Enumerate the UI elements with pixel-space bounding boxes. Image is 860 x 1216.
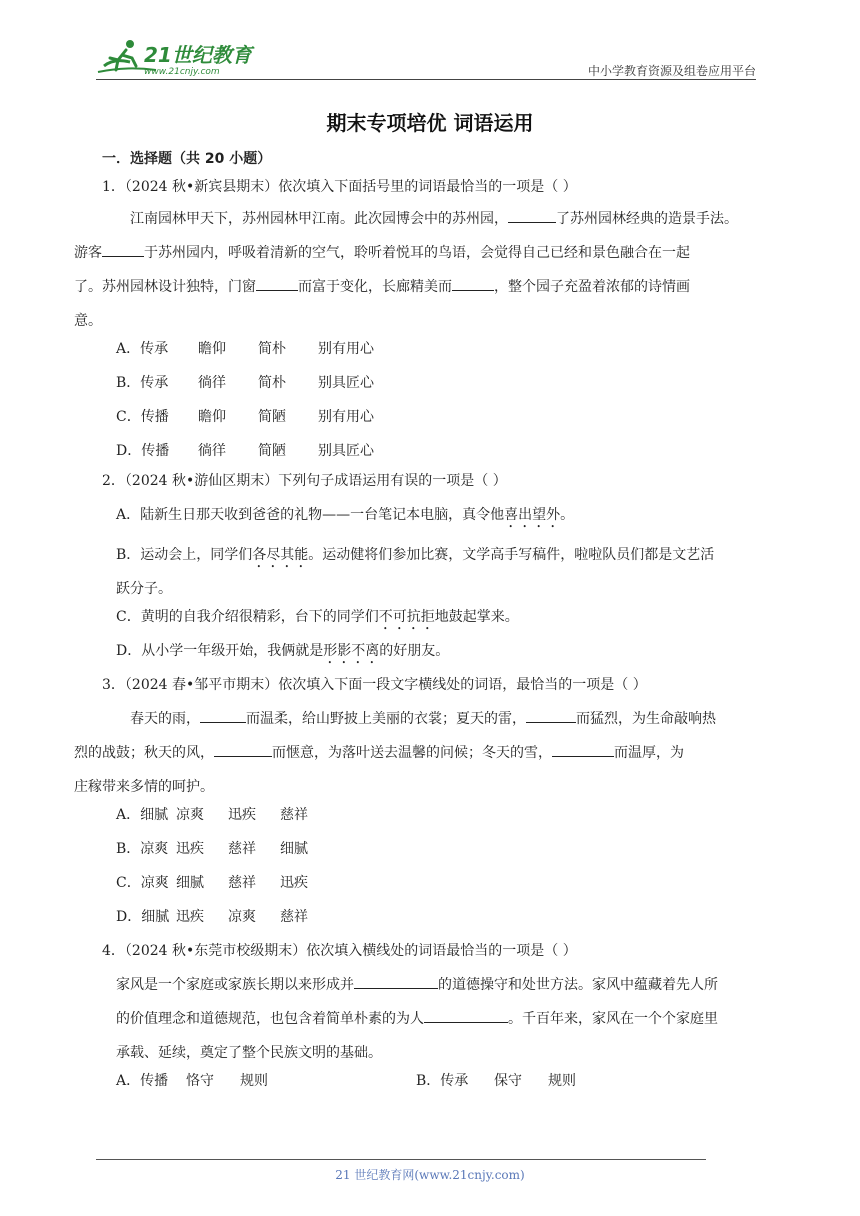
header-divider bbox=[96, 79, 756, 80]
q4-options bbox=[102, 1070, 764, 1104]
q1-option-d[interactable]: D．传播 徜徉 简陋 别具匠心 bbox=[116, 443, 374, 459]
q4-passage: 家风是一个家庭或家族长期以来形成并 的道德操守和处世方法。家风中蕴藏着先人所 的价值理念和道德规范，也包含着简单朴素的为人 。千百年来，家风在一个个家庭里 承载、延续，奠定了整个民族文明的基础。 bbox=[102, 968, 764, 1070]
q1-stem: 1．（2024 秋•新宾县期末）依次填入下面括号里的词语最恰当的一项是（ ） bbox=[102, 179, 577, 195]
q2-option-a[interactable]: A．陆新生日那天收到爸爸的礼物——一台笔记本电脑，真令他喜出望外。 bbox=[116, 507, 575, 523]
q2-stem: 2．（2024 秋•游仙区期末）下列句子成语运用有误的一项是（ ） bbox=[102, 473, 507, 489]
platform-name: 中小学教育资源及组卷应用平台 bbox=[587, 64, 756, 78]
q1-passage: 江南园林甲天下，苏州园林甲江南。此次园博会中的苏州园， 了苏州园林经典的造景手法。 游客 于苏州园内，呼吸着清新的空气，聆听着悦耳的鸟语，会觉得自己已经和景色融合在一起 了。苏州园林设计独特，门窗 而富于变化，长廊精美而 ，整个园子充盈着浓郁的诗情画 意。 bbox=[102, 202, 764, 338]
q1-option-a[interactable]: A．传承 瞻仰 简朴 别有用心 bbox=[116, 341, 374, 357]
q3-option-a[interactable]: A．细腻 凉爽 迅疾 慈祥 bbox=[116, 807, 308, 823]
q3-passage: 春天的雨， 而温柔，给山野披上美丽的衣裳；夏天的雷， 而猛烈，为生命敲响热 烈的战鼓；秋天的风， 而惬意，为落叶送去温馨的问候；冬天的雪， 而温厚，为 庄稼带来多情的呵护。 bbox=[102, 702, 764, 804]
page-title: 期末专项培优 词语运用 bbox=[326, 111, 534, 135]
footer-link[interactable]: 21 世纪教育网(www.21cnjy.com) bbox=[335, 1168, 525, 1182]
logo-text: 21世纪教育 bbox=[144, 43, 252, 67]
footer-divider bbox=[96, 1159, 706, 1160]
q3-option-d[interactable]: D．细腻 迅疾 凉爽 慈祥 bbox=[116, 909, 308, 925]
q2-option-c[interactable]: C．黄明的自我介绍很精彩，台下的同学们不可抗拒地鼓起掌来。 bbox=[116, 609, 519, 625]
q3-option-c[interactable]: C．凉爽 细腻 慈祥 迅疾 bbox=[116, 875, 308, 891]
logo bbox=[96, 36, 256, 80]
q4-option-a[interactable]: A．传播 恪守 规则 bbox=[116, 1073, 268, 1089]
section-heading: 一．选择题（共 20 小题） bbox=[102, 151, 272, 167]
q4-stem: 4．（2024 秋•东莞市校级期末）依次填入横线处的词语最恰当的一项是（ ） bbox=[102, 943, 577, 959]
q1-option-b[interactable]: B．传承 徜徉 简朴 别具匠心 bbox=[116, 375, 374, 391]
runner-logo-icon bbox=[96, 36, 256, 80]
q1-option-c[interactable]: C．传播 瞻仰 简陋 别有用心 bbox=[116, 409, 374, 425]
q2-option-d[interactable]: D．从小学一年级开始，我俩就是形影不离的好朋友。 bbox=[116, 643, 450, 659]
q3-stem: 3．（2024 春•邹平市期末）依次填入下面一段文字横线处的词语，最恰当的一项是（ ） bbox=[102, 677, 647, 693]
q3-option-b[interactable]: B．凉爽 迅疾 慈祥 细腻 bbox=[116, 841, 308, 857]
logo-url: www.21cnjy.com bbox=[144, 67, 220, 77]
document-body bbox=[74, 148, 764, 1104]
q2-option-b[interactable]: B．运动会上，同学们各尽其能。运动健将们参加比赛，文学高手写稿件，啦啦队员们都是文艺活 跃分子。 bbox=[116, 547, 715, 597]
q4-option-b[interactable]: B．传承 保守 规则 bbox=[416, 1073, 576, 1089]
